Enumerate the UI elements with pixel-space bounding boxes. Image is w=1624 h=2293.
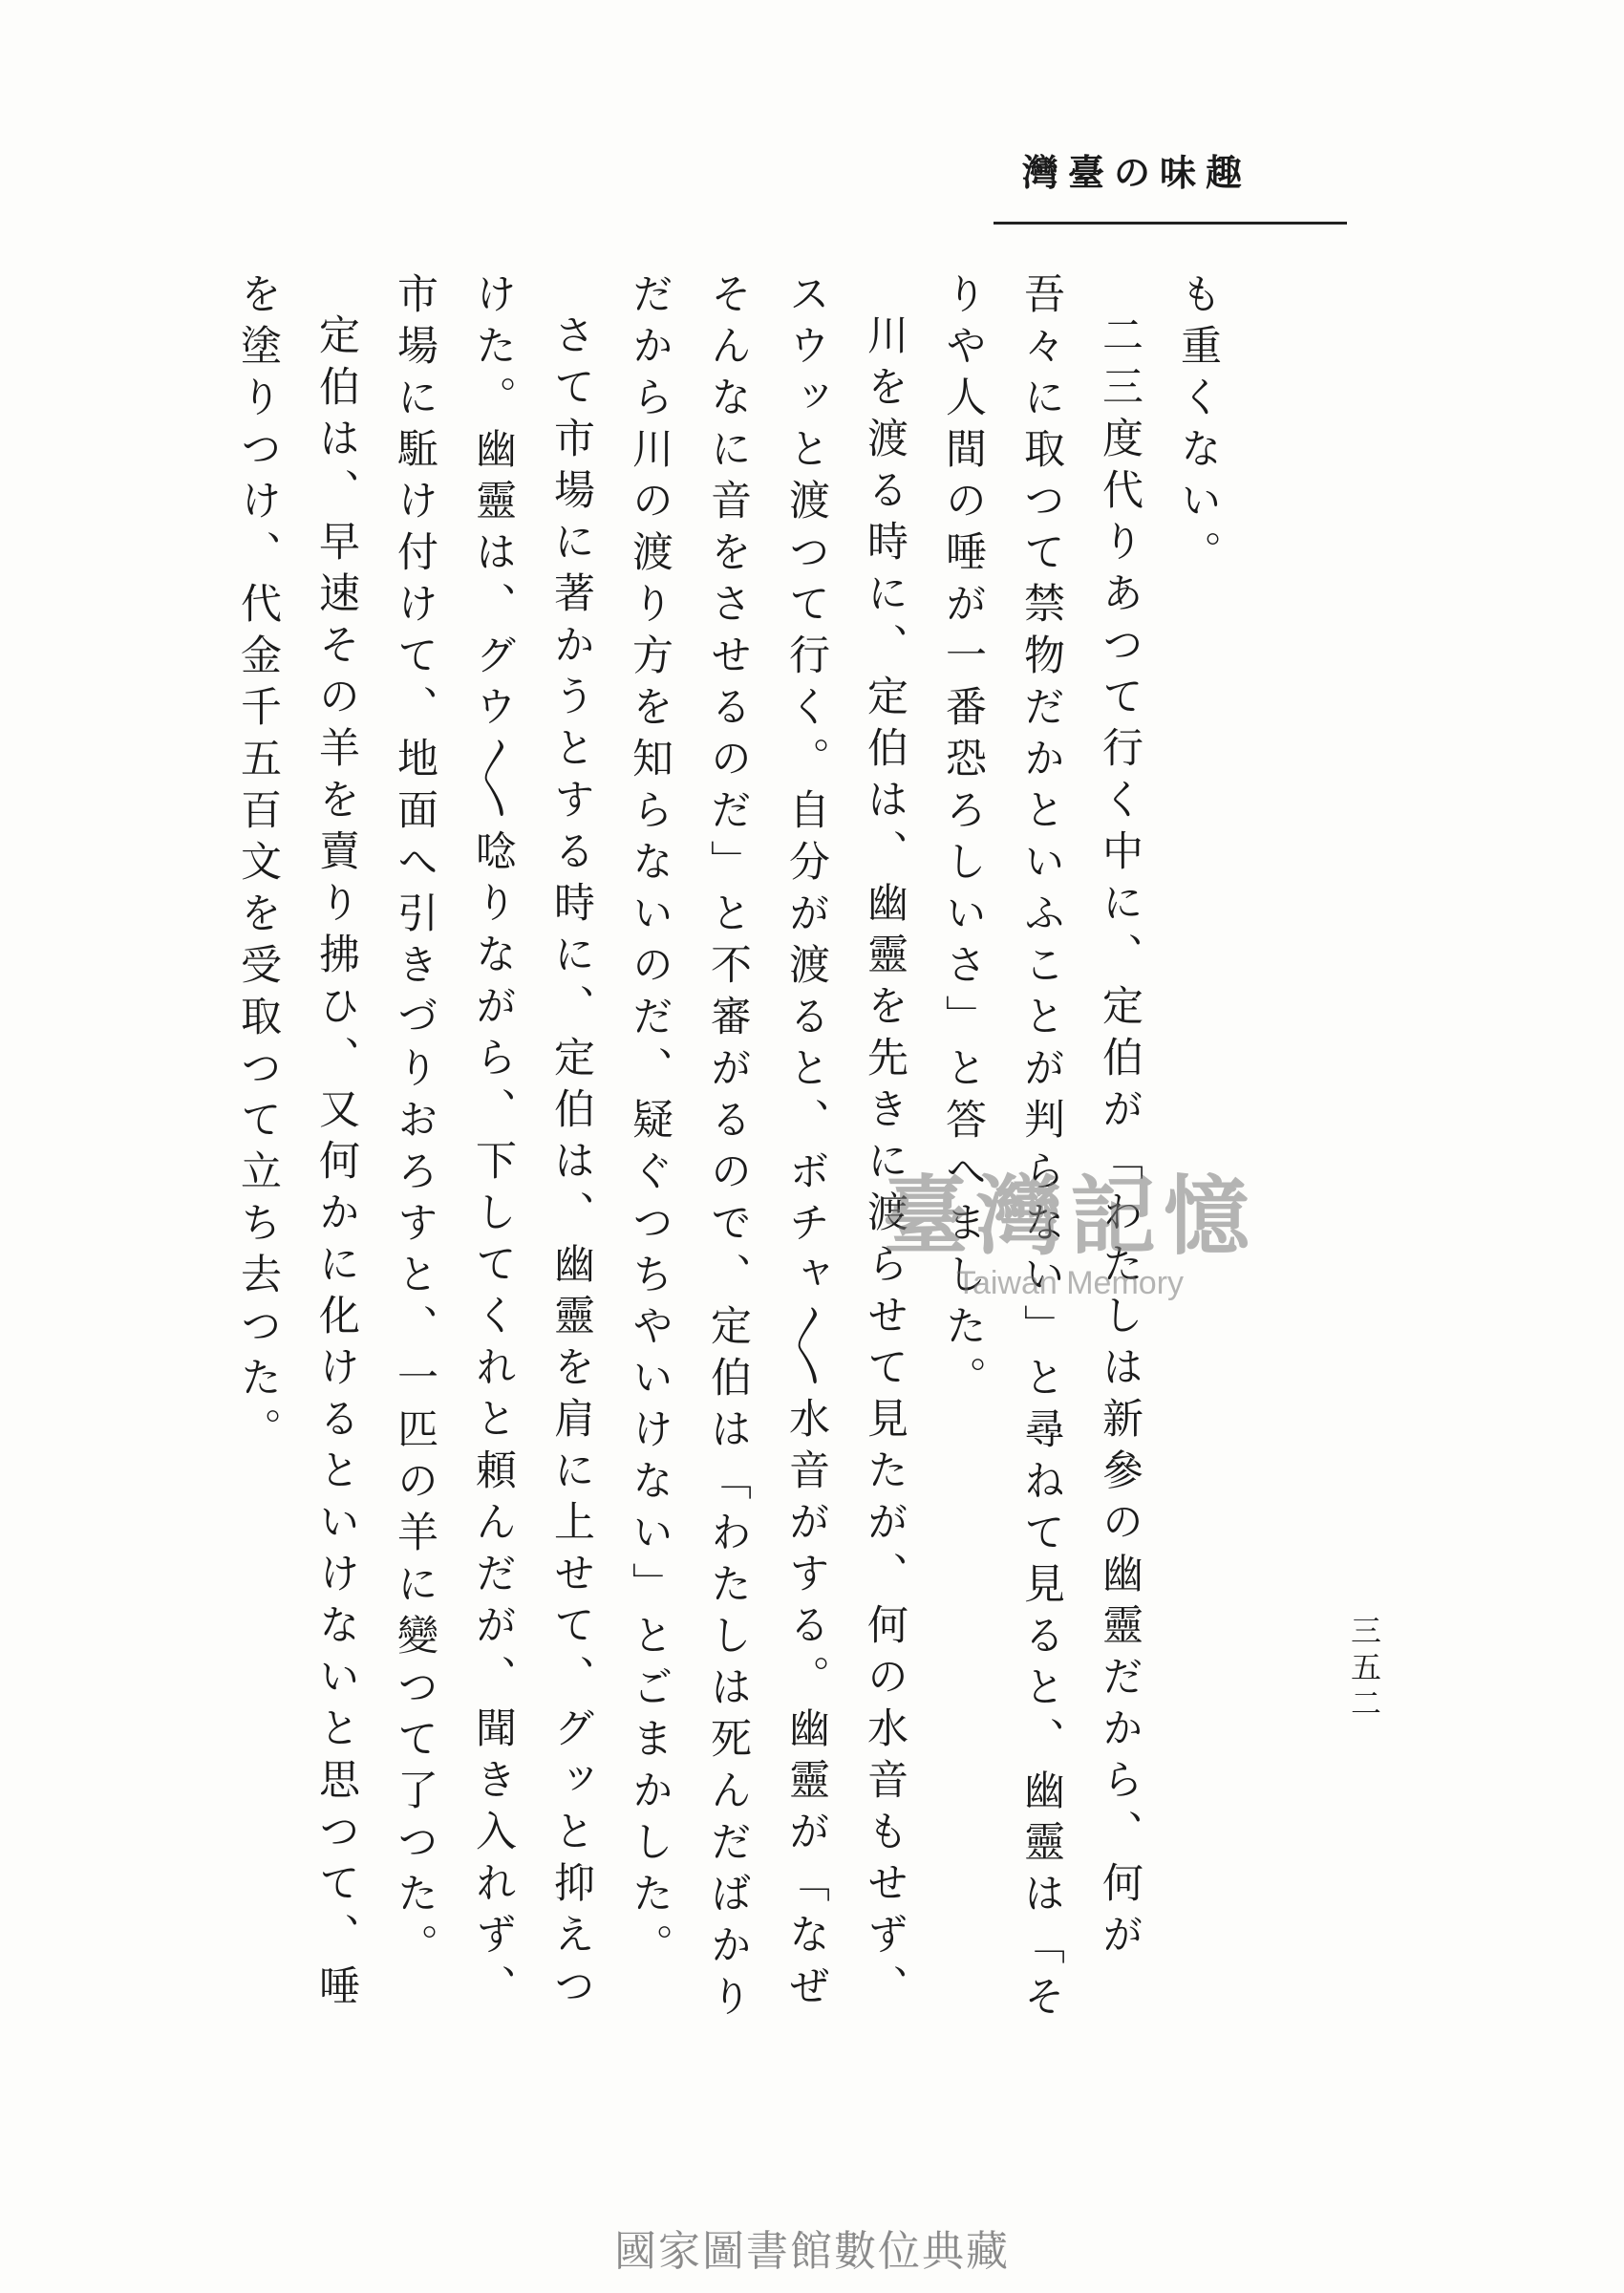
- header-rule: [994, 222, 1347, 225]
- paragraph: 川を渡る時に、定伯は、幽靈を先きに渡らせて見たが、何の水音もせず、スウッと渡つて行く。自分が渡ると、ボチャ〳〵水音がする。幽靈が「なぜそんなに音をさせるのだ」と不審がるので、定伯は「わたしは死んだばかりだから川の渡り方を知らないのだ、疑ぐつちやいけない」とごまかした。: [626, 272, 908, 2026]
- paragraph: さて市場に著かうとする時に、定伯は、幽靈を肩に上せて、グッと抑えつけた。幽靈は、グウ〳〵唸りながら、下してくれと頼んだが、聞き入れず、市場に駈け付けて、地面へ引きづりおろすと、一匹の羊に變つて了つた。: [391, 272, 595, 2016]
- archive-label: 國家圖書館數位典藏: [614, 2227, 1010, 2276]
- page-number: 三五二: [1346, 1615, 1382, 1724]
- running-title: 趣味の臺灣: [1021, 151, 1251, 194]
- paragraph: 二三度代りあつて行く中に、定伯が「わたしは新參の幽靈だから、何が吾々に取つて禁物だかといふことが判らない」と尋ねて見ると、幽靈は「そりや人間の唾が一番恐ろしいさ」と答へました。: [939, 272, 1143, 2026]
- body-text: [234, 272, 1237, 2049]
- paragraph: 定伯は、早速その羊を賣り拂ひ、又何かに化けるといけないと思つて、唾を塗りつけ、代金千五百文を受取つて立ち去つた。: [234, 272, 360, 2016]
- paragraph: も重くない。: [1174, 272, 1222, 582]
- watermark-en-text: Taiwan Memory: [955, 1265, 1185, 1301]
- watermark-cjk-text: 臺灣記憶: [883, 1167, 1257, 1267]
